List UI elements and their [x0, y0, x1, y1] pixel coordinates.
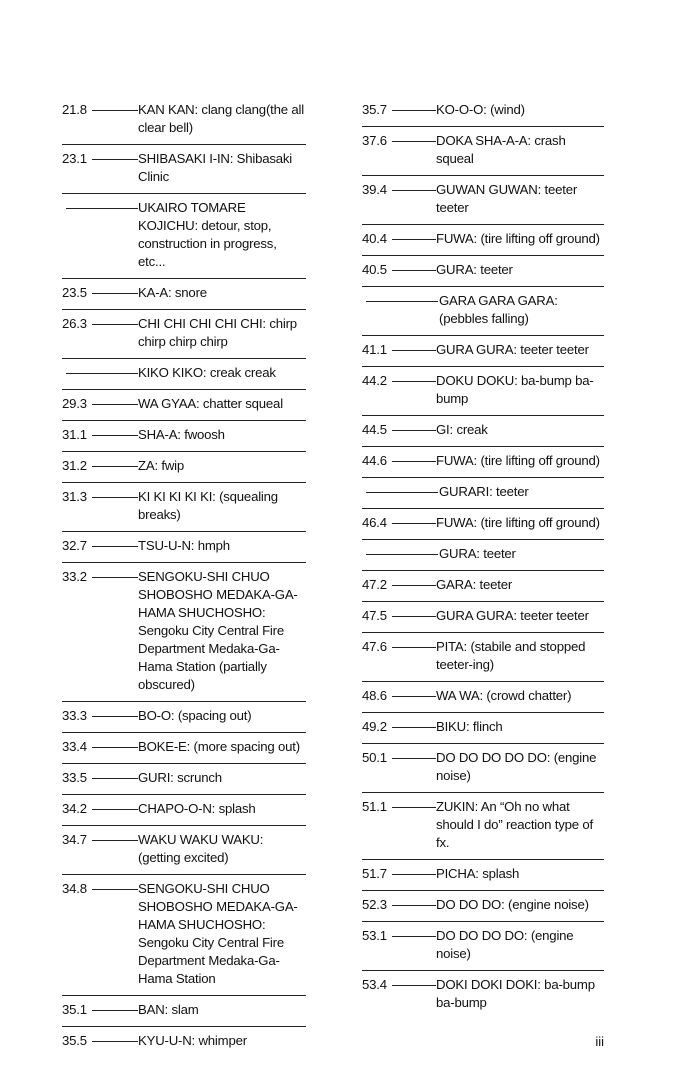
glossary-entry — [362, 922, 604, 971]
entry-page-number: 34.7 — [62, 832, 87, 847]
entry-page-number: 41.1 — [362, 342, 387, 357]
leader-line — [92, 577, 138, 578]
leader-line — [66, 373, 138, 374]
leader-line — [392, 239, 436, 240]
leader-line — [92, 840, 138, 841]
entry-text: GI: creak — [436, 422, 488, 437]
entry-text: KYU-U-N: whimper — [138, 1033, 247, 1048]
entry-page-number: 26.3 — [62, 316, 87, 331]
entry-text: FUWA: (tire lifting off ground) — [436, 453, 600, 468]
entry-text: PICHA: splash — [436, 866, 520, 881]
glossary-entry — [362, 287, 604, 336]
entry-text: CHI CHI CHI CHI CHI: chirp chirp chirp chirp — [138, 316, 297, 349]
glossary-entry — [362, 256, 604, 287]
glossary-entry — [362, 127, 604, 176]
glossary-entry — [62, 733, 306, 764]
entry-page-number: 37.6 — [362, 133, 387, 148]
glossary-entry — [62, 279, 306, 310]
entry-text: GURA GURA: teeter teeter — [436, 608, 589, 623]
entry-page-number: 31.1 — [62, 427, 87, 442]
entry-page-number: 33.5 — [62, 770, 87, 785]
leader-line — [366, 301, 438, 302]
leader-line — [392, 807, 436, 808]
glossary-entry — [62, 795, 306, 826]
entry-text: KIKO KIKO: creak creak — [138, 365, 276, 380]
leader-line — [392, 727, 436, 728]
entry-page-number: 31.3 — [62, 489, 87, 504]
glossary-entry — [62, 532, 306, 563]
entry-page-number: 49.2 — [362, 719, 387, 734]
entry-text: ZA: fwip — [138, 458, 185, 473]
leader-line — [92, 889, 138, 890]
entry-page-number: 52.3 — [362, 897, 387, 912]
entry-text: GURI: scrunch — [138, 770, 222, 785]
entry-page-number: 46.4 — [362, 515, 387, 530]
entry-text: DOKI DOKI DOKI: ba-bump ba-bump — [436, 977, 595, 1010]
glossary-entry — [62, 702, 306, 733]
glossary-entry — [362, 225, 604, 256]
entry-text: KI KI KI KI KI: (squealing breaks) — [138, 489, 278, 522]
glossary-entry — [362, 744, 604, 793]
entry-text: GURA: teeter — [439, 546, 516, 561]
leader-line — [392, 270, 436, 271]
entry-text: FUWA: (tire lifting off ground) — [436, 231, 600, 246]
glossary-entry — [362, 891, 604, 922]
leader-line — [92, 404, 138, 405]
glossary-entry — [62, 563, 306, 702]
entry-text: BO-O: (spacing out) — [138, 708, 252, 723]
entry-text: KAN KAN: clang clang(the all clear bell) — [138, 102, 304, 135]
glossary-entry — [62, 452, 306, 483]
entry-text: SHIBASAKI I-IN: Shibasaki Clinic — [138, 151, 293, 184]
glossary-entry — [62, 390, 306, 421]
leader-line — [392, 110, 436, 111]
glossary-entry — [362, 336, 604, 367]
glossary-entry — [362, 416, 604, 447]
leader-line — [92, 747, 138, 748]
entry-page-number: 35.7 — [362, 102, 387, 117]
glossary-entry — [362, 540, 604, 571]
leader-line — [392, 985, 436, 986]
entry-text: GURARI: teeter — [439, 484, 529, 499]
entry-page-number: 53.4 — [362, 977, 387, 992]
leader-line — [92, 293, 138, 294]
glossary-entry — [62, 310, 306, 359]
entry-text: DOKA SHA-A-A: crash squeal — [436, 133, 566, 166]
glossary-entry — [62, 421, 306, 452]
glossary-entry — [362, 633, 604, 682]
entry-text: KO-O-O: (wind) — [436, 102, 525, 117]
leader-line — [92, 778, 138, 779]
glossary-entry — [362, 971, 604, 1019]
entry-text: DO DO DO DO DO: (engine noise) — [436, 750, 597, 783]
glossary-entry — [362, 478, 604, 509]
entry-page-number: 31.2 — [62, 458, 87, 473]
leader-line — [92, 1010, 138, 1011]
glossary-entry — [362, 860, 604, 891]
entry-text: UKAIRO TOMARE KOJICHU: detour, stop, construction in progress, etc... — [138, 200, 277, 269]
entry-text: GARA GARA GARA: (pebbles falling) — [439, 293, 558, 326]
glossary-entry — [362, 509, 604, 540]
glossary-entry — [62, 826, 306, 875]
leader-line — [392, 190, 436, 191]
leader-line — [366, 554, 438, 555]
entry-text: BAN: slam — [138, 1002, 199, 1017]
entry-text: BIKU: flinch — [436, 719, 503, 734]
entry-page-number: 53.1 — [362, 928, 387, 943]
entry-text: PITA: (stabile and stopped teeter-ing) — [436, 639, 586, 672]
glossary-entry — [62, 96, 306, 145]
glossary-entry — [362, 682, 604, 713]
leader-line — [92, 809, 138, 810]
leader-line — [392, 585, 436, 586]
entry-page-number: 44.5 — [362, 422, 387, 437]
right-column — [362, 96, 604, 1019]
entry-text: KA-A: snore — [138, 285, 207, 300]
entry-page-number: 39.4 — [362, 182, 387, 197]
entry-page-number: 21.8 — [62, 102, 87, 117]
entry-page-number: 47.2 — [362, 577, 387, 592]
leader-line — [392, 616, 436, 617]
entry-text: DOKU DOKU: ba-bump ba-bump — [436, 373, 594, 406]
glossary-entry — [362, 96, 604, 127]
leader-line — [392, 874, 436, 875]
leader-line — [392, 523, 436, 524]
glossary-entry — [62, 483, 306, 532]
glossary-entry — [362, 176, 604, 225]
glossary-entry — [62, 145, 306, 194]
leader-line — [392, 696, 436, 697]
entry-page-number: 44.6 — [362, 453, 387, 468]
entry-page-number: 50.1 — [362, 750, 387, 765]
entry-page-number: 34.2 — [62, 801, 87, 816]
leader-line — [392, 758, 436, 759]
leader-line — [92, 324, 138, 325]
leader-line — [392, 461, 436, 462]
glossary-entry — [62, 1027, 306, 1057]
entry-page-number: 33.3 — [62, 708, 87, 723]
glossary-entry — [362, 571, 604, 602]
entry-page-number: 35.5 — [62, 1033, 87, 1048]
entry-page-number: 35.1 — [62, 1002, 87, 1017]
leader-line — [92, 546, 138, 547]
leader-line — [392, 381, 436, 382]
entry-page-number: 33.4 — [62, 739, 87, 754]
glossary-entry — [362, 367, 604, 416]
leader-line — [92, 435, 138, 436]
entry-page-number: 47.6 — [362, 639, 387, 654]
leader-line — [392, 936, 436, 937]
glossary-entry — [62, 359, 306, 390]
entry-page-number: 47.5 — [362, 608, 387, 623]
glossary-entry — [62, 996, 306, 1027]
leader-line — [66, 208, 138, 209]
left-column — [62, 96, 306, 1057]
entry-text: SENGOKU-SHI CHUO SHOBOSHO MEDAKA-GA-HAMA SHUCHOSHO: Sengoku City Central Fire Department Medaka-Ga-Hama Station — [138, 881, 298, 986]
entry-text: GUWAN GUWAN: teeter teeter — [436, 182, 578, 215]
leader-line — [92, 1041, 138, 1042]
entry-text: CHAPO-O-N: splash — [138, 801, 256, 816]
leader-line — [392, 141, 436, 142]
leader-line — [92, 466, 138, 467]
leader-line — [366, 492, 438, 493]
glossary-entry — [362, 447, 604, 478]
entry-text: SENGOKU-SHI CHUO SHOBOSHO MEDAKA-GA-HAMA SHUCHOSHO: Sengoku City Central Fire Department Medaka-Ga-Hama Station (partially obscured) — [138, 569, 298, 692]
entry-text: GARA: teeter — [436, 577, 513, 592]
entry-page-number: 33.2 — [62, 569, 87, 584]
leader-line — [392, 350, 436, 351]
entry-text: DO DO DO DO: (engine noise) — [436, 928, 574, 961]
glossary-entry — [62, 194, 306, 279]
entry-page-number: 34.8 — [62, 881, 87, 896]
entry-text: DO DO DO: (engine noise) — [436, 897, 589, 912]
entry-page-number: 48.6 — [362, 688, 387, 703]
page-number: iii — [595, 1034, 604, 1049]
leader-line — [92, 110, 138, 111]
entry-text: WA WA: (crowd chatter) — [436, 688, 572, 703]
entry-text: TSU-U-N: hmph — [138, 538, 230, 553]
entry-text: SHA-A: fwoosh — [138, 427, 225, 442]
glossary-entry — [362, 793, 604, 860]
entry-page-number: 29.3 — [62, 396, 87, 411]
glossary-entry — [362, 602, 604, 633]
entry-page-number: 23.5 — [62, 285, 87, 300]
leader-line — [392, 647, 436, 648]
entry-text: GURA: teeter — [436, 262, 513, 277]
entry-text: WAKU WAKU WAKU: (getting excited) — [138, 832, 264, 865]
entry-page-number: 40.4 — [362, 231, 387, 246]
glossary-entry — [62, 875, 306, 996]
entry-text: GURA GURA: teeter teeter — [436, 342, 589, 357]
entry-text: ZUKIN: An “Oh no what should I do” reaction type of fx. — [436, 799, 593, 850]
glossary-entry — [362, 713, 604, 744]
leader-line — [92, 159, 138, 160]
entry-page-number: 44.2 — [362, 373, 387, 388]
entry-page-number: 51.1 — [362, 799, 387, 814]
entry-page-number: 23.1 — [62, 151, 87, 166]
entry-page-number: 32.7 — [62, 538, 87, 553]
entry-text: BOKE-E: (more spacing out) — [138, 739, 300, 754]
entry-page-number: 51.7 — [362, 866, 387, 881]
glossary-entry — [62, 764, 306, 795]
leader-line — [392, 430, 436, 431]
entry-text: WA GYAA: chatter squeal — [138, 396, 283, 411]
entry-page-number: 40.5 — [362, 262, 387, 277]
leader-line — [392, 905, 436, 906]
leader-line — [92, 716, 138, 717]
entry-text: FUWA: (tire lifting off ground) — [436, 515, 600, 530]
leader-line — [92, 497, 138, 498]
